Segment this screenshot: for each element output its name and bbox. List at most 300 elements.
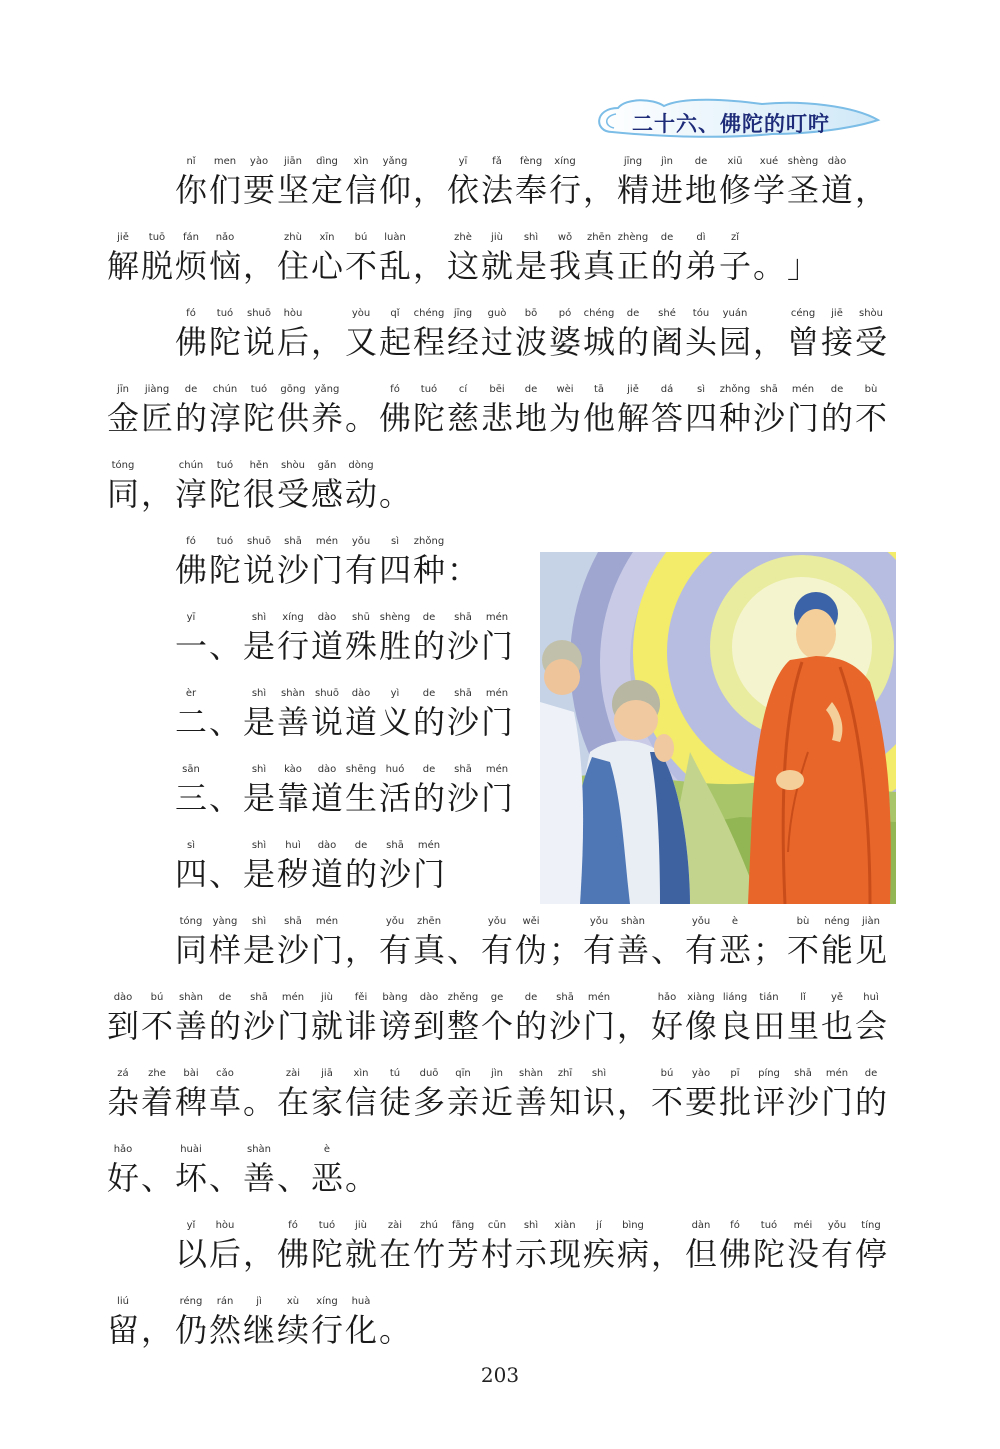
- hanzi: 陀: [412, 399, 445, 437]
- character-cell: [480, 596, 514, 666]
- pinyin: nǐ: [186, 156, 196, 167]
- character-cell: [786, 1052, 820, 1122]
- pinyin: bō: [524, 308, 538, 319]
- pinyin: zhe: [148, 1068, 166, 1079]
- character-cell: [378, 672, 412, 742]
- hanzi: 精: [616, 171, 649, 209]
- pinyin: tuó: [760, 1220, 778, 1231]
- pinyin: chéng: [413, 308, 445, 319]
- character-cell: [276, 976, 310, 1046]
- pinyin: yǎng: [382, 156, 408, 167]
- hanzi: 道: [310, 627, 343, 665]
- pinyin: tóng: [179, 916, 203, 927]
- hanzi: 。: [378, 1311, 411, 1349]
- chapter-title: 二十六、佛陀的叮咛: [632, 112, 830, 136]
- character-cell: [378, 140, 412, 210]
- hanzi: 淳: [208, 399, 241, 437]
- character-cell: [582, 1204, 616, 1274]
- hanzi: 同: [106, 475, 139, 513]
- character-cell: [344, 520, 378, 590]
- hanzi: 」: [786, 247, 819, 285]
- character-cell: [412, 672, 446, 742]
- pinyin: mén: [315, 916, 339, 927]
- pinyin: bài: [183, 1068, 199, 1079]
- hanzi: ，: [650, 1235, 683, 1273]
- pinyin: zá: [117, 1068, 129, 1079]
- character-cell: [548, 140, 582, 210]
- hanzi: 的: [412, 703, 445, 741]
- hanzi: 以: [174, 1235, 207, 1273]
- character-cell: [446, 368, 480, 438]
- character-cell: [174, 140, 208, 210]
- pinyin: shàn: [178, 992, 203, 1003]
- pinyin: shēng: [345, 764, 377, 775]
- hanzi: 也: [820, 1007, 853, 1045]
- hanzi: 仍: [174, 1311, 207, 1349]
- hanzi: ；: [752, 931, 785, 969]
- character-cell: [752, 292, 786, 362]
- character-cell: [344, 1052, 378, 1122]
- hanzi: ：: [446, 551, 479, 589]
- pinyin: shèng: [379, 612, 411, 623]
- pinyin: jiě: [117, 232, 129, 243]
- character-cell: [242, 748, 276, 818]
- character-cell: [208, 976, 242, 1046]
- pinyin: mén: [485, 764, 509, 775]
- character-cell: [310, 444, 344, 514]
- text-line: [106, 1128, 378, 1198]
- character-cell: [820, 900, 854, 970]
- character-cell: [480, 292, 514, 362]
- text-line: [174, 1204, 888, 1274]
- character-cell: [412, 368, 446, 438]
- pinyin: de: [830, 384, 844, 395]
- pinyin: yuán: [722, 308, 748, 319]
- hanzi: 诽: [344, 1007, 377, 1045]
- pinyin: shā: [284, 916, 302, 927]
- hanzi: 病: [616, 1235, 649, 1273]
- hanzi: 乱: [378, 247, 411, 285]
- hanzi: 的: [174, 399, 207, 437]
- pinyin: liáng: [722, 992, 748, 1003]
- pinyin: cí: [458, 384, 468, 395]
- hanzi: 奉: [514, 171, 547, 209]
- pinyin: shā: [284, 536, 302, 547]
- hanzi: 不: [344, 247, 377, 285]
- character-cell: [276, 748, 310, 818]
- pinyin: yě: [830, 992, 844, 1003]
- character-cell: [514, 900, 548, 970]
- pinyin: zhù: [284, 232, 302, 243]
- hanzi: 要: [684, 1083, 717, 1121]
- hanzi: 种: [718, 399, 751, 437]
- hanzi: 有: [582, 931, 615, 969]
- hanzi: 悲: [480, 399, 513, 437]
- character-cell: [684, 1052, 718, 1122]
- hanzi: 就: [344, 1235, 377, 1273]
- pinyin: xué: [759, 156, 779, 167]
- hanzi: 停: [854, 1235, 887, 1273]
- hanzi: 门: [480, 779, 513, 817]
- hanzi: 近: [480, 1083, 513, 1121]
- pinyin: cūn: [487, 1220, 507, 1231]
- hanzi: 识: [582, 1083, 615, 1121]
- character-cell: [446, 216, 480, 286]
- pinyin: yǒu: [691, 916, 711, 927]
- pinyin: shā: [386, 840, 404, 851]
- pinyin: dào: [317, 764, 337, 775]
- hanzi: 说: [310, 703, 343, 741]
- pinyin: huà: [351, 1296, 371, 1307]
- hanzi: 门: [820, 1083, 853, 1121]
- text-line: [174, 824, 446, 894]
- character-cell: [174, 672, 208, 742]
- pinyin: gǎn: [317, 460, 337, 471]
- pinyin: jìn: [491, 1068, 503, 1079]
- pinyin: rán: [216, 1296, 234, 1307]
- character-cell: [786, 900, 820, 970]
- character-cell: [718, 292, 752, 362]
- character-cell: [684, 900, 718, 970]
- character-cell: [378, 216, 412, 286]
- hanzi: 继: [242, 1311, 275, 1349]
- pinyin: shàn: [246, 1144, 271, 1155]
- pinyin: zhèng: [617, 232, 649, 243]
- character-cell: [684, 368, 718, 438]
- character-cell: [276, 368, 310, 438]
- pinyin: jīng: [623, 156, 643, 167]
- character-cell: [412, 976, 446, 1046]
- pinyin: èr: [185, 688, 197, 699]
- character-cell: [650, 140, 684, 210]
- hanzi: 然: [208, 1311, 241, 1349]
- pinyin: è: [731, 916, 739, 927]
- hanzi: 曾: [786, 323, 819, 361]
- character-cell: [344, 976, 378, 1046]
- character-cell: [378, 1204, 412, 1274]
- hanzi: 、: [208, 627, 241, 665]
- character-cell: [344, 1280, 378, 1350]
- character-cell: [752, 1052, 786, 1122]
- pinyin: zhī: [557, 1068, 573, 1079]
- character-cell: [854, 1204, 888, 1274]
- hanzi: 好: [106, 1159, 139, 1197]
- hanzi: 园: [718, 323, 751, 361]
- hanzi: ，: [616, 1083, 649, 1121]
- character-cell: [854, 292, 888, 362]
- pinyin: mén: [485, 688, 509, 699]
- hanzi: 依: [446, 171, 479, 209]
- hanzi: 又: [344, 323, 377, 361]
- hanzi: 佛: [174, 551, 207, 589]
- hanzi: 子: [718, 247, 751, 285]
- character-cell: [344, 140, 378, 210]
- hanzi: 陀: [208, 475, 241, 513]
- character-cell: [378, 368, 412, 438]
- character-cell: [582, 900, 616, 970]
- hanzi: 答: [650, 399, 683, 437]
- hanzi: 信: [344, 171, 377, 209]
- hanzi: 头: [684, 323, 717, 361]
- character-cell: [820, 368, 854, 438]
- hanzi: 你: [174, 171, 207, 209]
- pinyin: dào: [317, 612, 337, 623]
- character-cell: [650, 368, 684, 438]
- character-cell: [208, 216, 242, 286]
- pinyin: zǐ: [730, 232, 740, 243]
- character-cell: [140, 1128, 174, 1198]
- character-cell: [480, 976, 514, 1046]
- hanzi: 道: [820, 171, 853, 209]
- pinyin: yī: [458, 156, 468, 167]
- character-cell: [174, 1204, 208, 1274]
- pinyin: jiù: [491, 232, 503, 243]
- pinyin: yòu: [351, 308, 371, 319]
- hanzi: 行: [548, 171, 581, 209]
- hanzi: 说: [242, 551, 275, 589]
- hanzi: 有: [820, 1235, 853, 1273]
- hanzi: 的: [854, 1083, 887, 1121]
- pinyin: sì: [187, 840, 195, 851]
- hanzi: 一: [174, 627, 207, 665]
- character-cell: [310, 140, 344, 210]
- pinyin: fó: [186, 308, 196, 319]
- hanzi: 佛: [378, 399, 411, 437]
- character-cell: [616, 368, 650, 438]
- hanzi: 在: [276, 1083, 309, 1121]
- character-cell: [208, 900, 242, 970]
- hanzi: 行: [276, 627, 309, 665]
- character-cell: [412, 140, 446, 210]
- character-cell: [208, 444, 242, 514]
- hanzi: 沙: [786, 1083, 819, 1121]
- pinyin: mén: [587, 992, 611, 1003]
- character-cell: [378, 748, 412, 818]
- pinyin: jiā: [321, 1068, 333, 1079]
- hanzi: 芳: [446, 1235, 479, 1273]
- hanzi: 。: [242, 1083, 275, 1121]
- text-line: [106, 444, 412, 514]
- pinyin: cǎo: [216, 1068, 234, 1079]
- hanzi: 沙: [446, 703, 479, 741]
- hanzi: 善: [276, 703, 309, 741]
- pinyin: shā: [454, 688, 472, 699]
- text-line: [174, 672, 514, 742]
- pinyin: pī: [730, 1068, 740, 1079]
- hanzi: 伪: [514, 931, 547, 969]
- hanzi: 的: [412, 627, 445, 665]
- hanzi: 的: [344, 855, 377, 893]
- pinyin: bàng: [382, 992, 408, 1003]
- character-cell: [140, 976, 174, 1046]
- character-cell: [344, 1204, 378, 1274]
- hanzi: 善: [242, 1159, 275, 1197]
- character-cell: [276, 1280, 310, 1350]
- character-cell: [514, 976, 548, 1046]
- character-cell: [616, 292, 650, 362]
- hanzi: 感: [310, 475, 343, 513]
- pinyin: bēi: [489, 384, 505, 395]
- pinyin: huì: [863, 992, 879, 1003]
- hanzi: 波: [514, 323, 547, 361]
- hanzi: 见: [854, 931, 887, 969]
- character-cell: [208, 1052, 242, 1122]
- hanzi: ，: [854, 171, 887, 209]
- hanzi: 动: [344, 475, 377, 513]
- character-cell: [344, 292, 378, 362]
- pinyin: sì: [697, 384, 705, 395]
- character-cell: [752, 140, 786, 210]
- pinyin: jiù: [321, 992, 333, 1003]
- character-cell: [854, 976, 888, 1046]
- hanzi: 、: [208, 855, 241, 893]
- character-cell: [786, 976, 820, 1046]
- hanzi: 沙: [446, 627, 479, 665]
- hanzi: ，: [242, 1235, 275, 1273]
- character-cell: [242, 900, 276, 970]
- hanzi: 是: [242, 779, 275, 817]
- pinyin: bú: [660, 1068, 674, 1079]
- pinyin: fó: [288, 1220, 298, 1231]
- character-cell: [446, 976, 480, 1046]
- character-cell: [582, 292, 616, 362]
- character-cell: [378, 520, 412, 590]
- character-cell: [174, 368, 208, 438]
- hanzi: 匠: [140, 399, 173, 437]
- pinyin: jīng: [453, 308, 473, 319]
- hanzi: 好: [650, 1007, 683, 1045]
- hanzi: 们: [208, 171, 241, 209]
- hanzi: 、: [208, 779, 241, 817]
- pinyin: jiù: [355, 1220, 367, 1231]
- pinyin: hòu: [283, 308, 303, 319]
- pinyin: chéng: [583, 308, 615, 319]
- character-cell: [208, 748, 242, 818]
- character-cell: [310, 1280, 344, 1350]
- pinyin: dào: [113, 992, 133, 1003]
- hanzi: 杂: [106, 1083, 139, 1121]
- hanzi: 批: [718, 1083, 751, 1121]
- hanzi: 的: [412, 779, 445, 817]
- hanzi: 靠: [276, 779, 309, 817]
- buddha-illustration: [540, 552, 896, 904]
- character-cell: [480, 672, 514, 742]
- character-cell: [378, 444, 412, 514]
- character-cell: [378, 292, 412, 362]
- hanzi: 生: [344, 779, 377, 817]
- hanzi: 道: [344, 703, 377, 741]
- hanzi: 真: [582, 247, 615, 285]
- pinyin: hǎo: [113, 1144, 133, 1155]
- character-cell: [616, 1204, 650, 1274]
- text-line: [174, 520, 480, 590]
- character-cell: [412, 216, 446, 286]
- character-cell: [480, 216, 514, 286]
- hanzi: 的: [616, 323, 649, 361]
- hanzi: 烦: [174, 247, 207, 285]
- pinyin: zhěng: [447, 992, 479, 1003]
- pinyin: de: [626, 308, 640, 319]
- hanzi: 陀: [208, 323, 241, 361]
- hanzi: ，: [616, 1007, 649, 1045]
- text-line: [106, 976, 888, 1046]
- hanzi: 受: [854, 323, 887, 361]
- pinyin: bù: [796, 916, 810, 927]
- hanzi: ，: [412, 247, 445, 285]
- pinyin: tā: [593, 384, 605, 395]
- pinyin: yào: [249, 156, 269, 167]
- pinyin: jiàn: [861, 916, 881, 927]
- pinyin: qǐ: [390, 308, 400, 319]
- pinyin: jiē: [831, 308, 843, 319]
- pinyin: shì: [251, 840, 267, 851]
- pinyin: bú: [354, 232, 368, 243]
- hanzi: 有: [378, 931, 411, 969]
- pinyin: hǎo: [657, 992, 677, 1003]
- hanzi: 化: [344, 1311, 377, 1349]
- character-cell: [174, 748, 208, 818]
- character-cell: [208, 520, 242, 590]
- hanzi: 但: [684, 1235, 717, 1273]
- hanzi: 、: [276, 1159, 309, 1197]
- character-cell: [106, 1128, 140, 1198]
- pinyin: dàn: [691, 1220, 711, 1231]
- pinyin: xìn: [353, 1068, 369, 1079]
- pinyin: dá: [660, 384, 674, 395]
- character-cell: [174, 596, 208, 666]
- hanzi: 他: [582, 399, 615, 437]
- hanzi: 门: [310, 931, 343, 969]
- pinyin: huì: [285, 840, 301, 851]
- hanzi: 个: [480, 1007, 513, 1045]
- character-cell: [208, 824, 242, 894]
- hanzi: 能: [820, 931, 853, 969]
- character-cell: [854, 368, 888, 438]
- hanzi: 程: [412, 323, 445, 361]
- character-cell: [582, 140, 616, 210]
- pinyin: de: [422, 764, 436, 775]
- pinyin: nǎo: [215, 232, 235, 243]
- character-cell: [446, 140, 480, 210]
- hanzi: 就: [480, 247, 513, 285]
- character-cell: [752, 216, 786, 286]
- hanzi: 地: [514, 399, 547, 437]
- hanzi: 沙: [378, 855, 411, 893]
- text-line: [174, 748, 514, 818]
- character-cell: [140, 444, 174, 514]
- pinyin: fāng: [451, 1220, 475, 1231]
- character-cell: [446, 1204, 480, 1274]
- character-cell: [378, 976, 412, 1046]
- hanzi: 会: [854, 1007, 887, 1045]
- character-cell: [344, 672, 378, 742]
- pinyin: shì: [251, 688, 267, 699]
- character-cell: [310, 900, 344, 970]
- character-cell: [242, 140, 276, 210]
- pinyin: yǒu: [351, 536, 371, 547]
- pinyin: dào: [827, 156, 847, 167]
- hanzi: 学: [752, 171, 785, 209]
- character-cell: [378, 900, 412, 970]
- pinyin: jiān: [283, 156, 303, 167]
- hanzi: 进: [650, 171, 683, 209]
- character-cell: [344, 900, 378, 970]
- hanzi: 陀: [310, 1235, 343, 1273]
- hanzi: 家: [310, 1083, 343, 1121]
- hanzi: 养: [310, 399, 343, 437]
- pinyin: dào: [419, 992, 439, 1003]
- hanzi: 阇: [650, 323, 683, 361]
